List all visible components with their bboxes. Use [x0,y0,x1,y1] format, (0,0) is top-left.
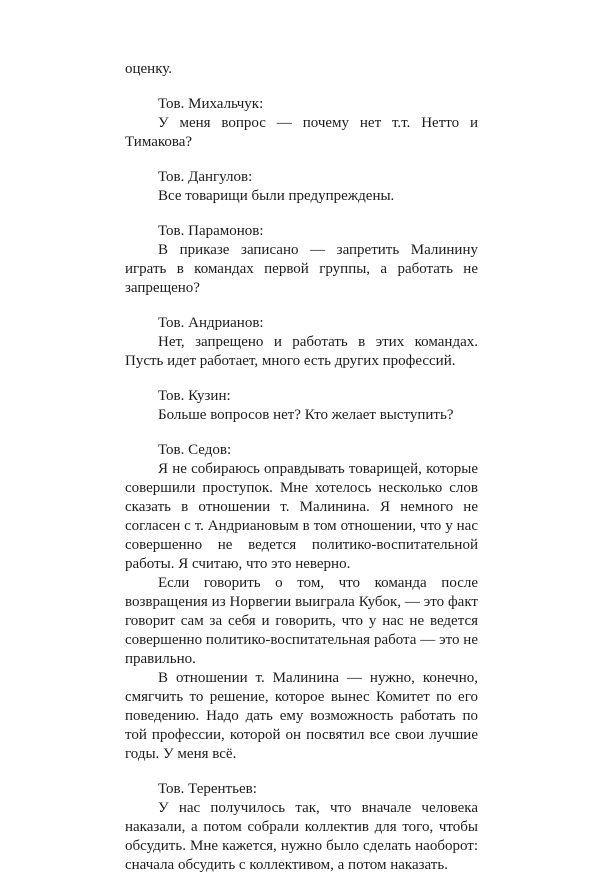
paragraph: Все товарищи были предупреждены. [158,188,395,204]
paragraph: У нас получилось так, что вначале человека наказали, а потом собрали коллектив для того, чтобы обсудить. Мне кажется, нужно было сделать наоборот: сначала обсудить с коллективом, а потом наказать. [125,800,478,873]
speaker-name: Тов. Дангулов: [158,169,253,185]
paragraph: В отношении т. Малинина — нужно, конечно, смягчить то решение, которое вынес Комитет по его поведению. Надо дать ему возможность работать по той профессии, которой он посвятил все свои лучшие годы. У меня всё. [125,670,478,762]
speaker-name: Тов. Парамонов: [158,223,264,239]
speech-block [125,780,478,875]
paragraph: Больше вопросов нет? Кто желает выступить? [158,407,454,423]
speech-block [125,222,478,298]
speaker-name: Тов. Михальчук: [158,96,264,112]
paragraph: Нет, запрещено и работать в этих командах. Пусть идет работает, много есть других профессий. [125,334,478,369]
speaker-name: Тов. Седов: [158,442,232,458]
paragraph: Если говорить о том, что команда после возвращения из Норвегии выиграла Кубок, — это факт говорит сам за себя и говорить, что у нас не ведется совершенно политико-воспитательная работа — это не правильно. [125,575,478,667]
paragraph: Я не собираюсь оправдывать товарищей, которые совершили проступок. Мне хотелось несколько слов сказать в отношении т. Малинина. Я немного не согласен с т. Андриановым в том отношении, что у нас совершенно не ведется политико-воспитательной работы. Я считаю, что это неверно. [125,461,478,572]
speaker-name: Тов. Кузин: [158,388,231,404]
speaker-name: Тов. Андрианов: [158,315,264,331]
paragraph: У меня вопрос — почему нет т.т. Нетто и Тимакова? [125,115,478,150]
speech-block [125,95,478,152]
speaker-name: Тов. Терентьев: [158,781,257,797]
speech-block [125,168,478,206]
speech-block [125,387,478,425]
continuation-text: оценку. [125,61,173,77]
speech-block [125,441,478,764]
paragraph: В приказе записано — запретить Малинину играть в командах первой группы, а работать не запрещено? [125,242,478,296]
speech-block [125,314,478,371]
